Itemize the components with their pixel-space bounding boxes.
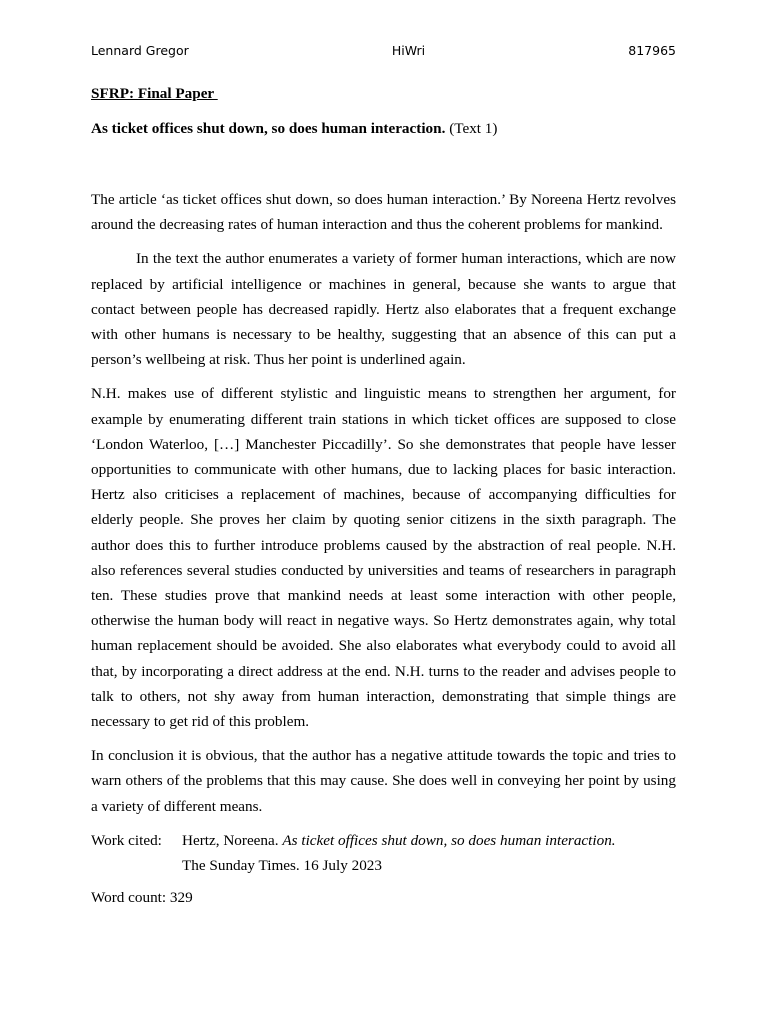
paragraph-analysis: N.H. makes use of different stylistic and linguistic means to strengthen her argument, for example by enumerating different train stations in which ticket offices are supposed to close ‘London Waterloo, […] Manchester Piccadilly’. So she demonstrates that people have lesser opportunities to communicate with other humans, due to lacking places for basic interaction. Hertz also criticises a replacement of machines, because of accompanying difficulties for elderly people. She proves her claim by quoting senior citizens in the sixth paragraph. The author does this to further introduce problems caused by the abstraction of real people. N.H. also references several studies conducted by universities and teams of researchers in paragraph ten. These studies prove that mankind needs at least some interaction with other people, otherwise the human body will react in negative ways. So Hertz demonstrates again, why total human replacement should be avoided. She also elaborates what everybody could to avoid all that, by incorporating a direct address at the end. N.H. turns to the reader and advises people to talk to others, not shy away from human interaction, demonstrating that simple things are necessary to get rid of this problem. <box>91 385 676 731</box>
document-title: SFRP: Final Paper <box>91 85 218 102</box>
citation-author: Hertz, Noreena. <box>182 831 283 849</box>
document-body <box>91 84 676 908</box>
citation-title: As ticket offices shut down, so does human interaction. <box>282 831 616 849</box>
works-cited <box>91 828 676 879</box>
citation-source: The Sunday Times. 16 July 2023 <box>182 857 382 875</box>
works-cited-entry <box>182 828 676 879</box>
document-subtitle <box>91 119 676 139</box>
paragraph-introduction: The article ‘as ticket offices shut down, so does human interaction.’ By Noreena Hertz revolves around the decreasing rates of human interaction and thus the coherent problems for mankind. <box>91 191 676 234</box>
paragraph-conclusion: In conclusion it is obvious, that the author has a negative attitude towards the topic and tries to warn others of the problems that this may cause. She does well in conveying her point by using a variety of different means. <box>91 747 676 815</box>
subtitle-text-number: (Text 1) <box>445 120 498 137</box>
citation-line-1 <box>182 828 676 854</box>
header-student-id: 817965 <box>628 43 676 58</box>
header-course: HiWri <box>391 43 426 58</box>
header-author: Lennard Gregor <box>91 43 189 58</box>
page-header <box>91 43 676 58</box>
paragraph-summary: In the text the author enumerates a variety of former human interactions, which are now replaced by artificial intelligence or machines in general, because she wants to argue that contact between people has decreased rapidly. Hertz also elaborates that a frequent exchange with other humans is necessary to be healthy, suggesting that an absence of this can put a person’s wellbeing at risk. Thus her point is underlined again. <box>91 250 676 369</box>
subtitle-article-title: As ticket offices shut down, so does human interaction. <box>91 120 446 137</box>
word-count: Word count: 329 <box>91 888 193 906</box>
works-cited-label: Work cited: <box>91 831 162 849</box>
